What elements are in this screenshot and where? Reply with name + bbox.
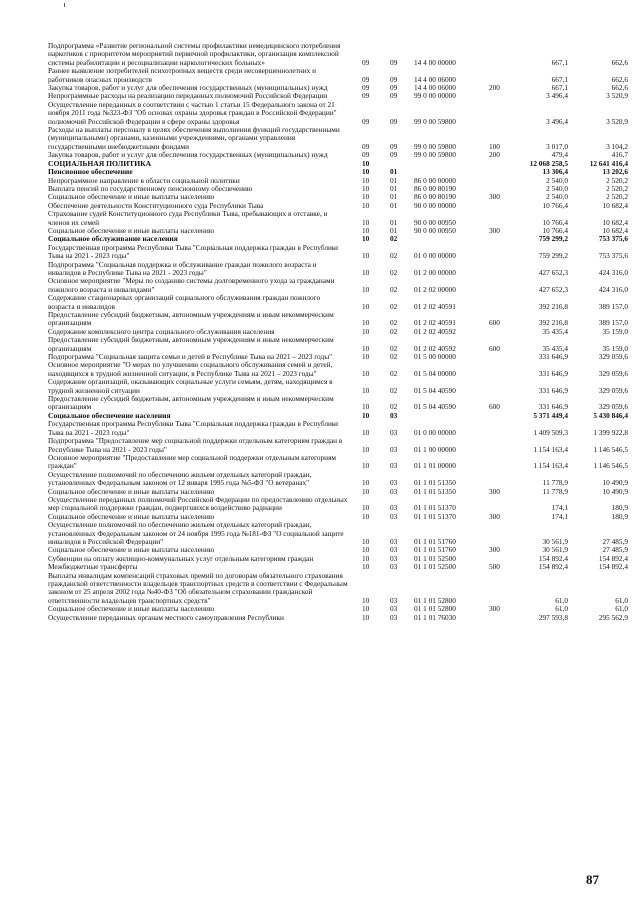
amount-year-2: 2 520,2 [606,183,628,193]
target-article-code: 01 1 01 52500 [414,562,456,572]
expense-item-name: Предоставление субсидий бюджетным, автономным учреждениям и иным некоммерческим организациям [48,335,334,353]
section-code: 10 [362,562,370,572]
expense-type-code: 300 [489,545,500,555]
amount-year-2: 3 520,9 [606,116,628,126]
amount-year-2: 1 146 546,5 [593,461,628,471]
subsection-code: 02 [390,385,398,395]
target-article-code: 90 0 00 00950 [414,217,456,227]
section-code: 10 [362,217,370,227]
target-article-code: 01 1 01 51760 [414,536,456,546]
amount-year-1: 5 371 449,4 [533,410,568,420]
section-code: 10 [362,318,370,328]
subsection-code: 02 [390,326,398,336]
amount-year-2: 10 490,9 [602,486,628,496]
expense-item-name: Содержание стационарных организаций социального обслуживания граждан пожилого возраста и инвалидов [48,293,321,311]
expense-item-name: Расходы на выплаты персоналу в целях обеспечения выполнения функций государственными (муниципальными) органами, казенными учреждениями, органами управления государственными внебюджетными фондами [48,125,340,151]
amount-year-1: 30 561,9 [542,536,568,546]
expense-item-name: Содержание организаций, оказывающих социальные услуги семьям, детям, находящимся в трудной жизненной ситуации [48,377,333,395]
expense-item-name: Социальное обеспечение и иные выплаты населению [48,545,215,555]
subsection-code: 03 [390,486,398,496]
section-code: 10 [362,545,370,555]
section-code: 10 [362,183,370,193]
amount-year-2: 424 316,0 [598,267,628,277]
amount-year-1: 667,1 [551,57,568,67]
amount-year-1: 154 892,4 [538,562,568,572]
table-row [48,360,628,378]
target-article-code: 01 2 00 00000 [414,267,456,277]
amount-year-2: 662,6 [611,57,628,67]
table-row [48,276,628,294]
amount-year-2: 61,0 [615,595,628,605]
amount-year-1: 35 435,4 [542,326,568,336]
expense-item-name: Выплата пенсий по государственному пенсионному обеспечению [48,183,253,193]
amount-year-1: 331 646,9 [538,385,568,395]
target-article-code: 86 0 00 00000 [414,175,456,185]
amount-year-2: 753 375,6 [598,234,628,244]
target-article-code: 86 0 00 80190 [414,183,456,193]
amount-year-1: 10 766,4 [542,200,568,210]
subsection-code: 09 [390,91,398,101]
amount-year-2: 389 157,0 [598,301,628,311]
section-code: 10 [362,234,370,244]
target-article-code: 01 1 01 51370 [414,503,456,513]
section-code: 10 [362,167,370,177]
expense-item-name: Содержание комплексного центра социального обслуживания населения [48,326,275,336]
amount-year-2: 329 059,6 [598,368,628,378]
amount-year-2: 2 520,2 [606,192,628,202]
expense-type-code: 300 [489,604,500,614]
subsection-code: 02 [390,368,398,378]
amount-year-1: 392 216,8 [538,301,568,311]
amount-year-1: 759 299,2 [538,234,568,244]
section-code: 10 [362,444,370,454]
amount-year-2: 329 059,6 [598,385,628,395]
table-row [48,293,628,311]
target-article-code: 01 2 02 00000 [414,284,456,294]
amount-year-1: 12 068 258,5 [529,158,568,168]
expense-item-name: Социальное обеспечение и иные выплаты населению [48,486,215,496]
amount-year-2: 416,7 [611,150,628,160]
amount-year-1: 297 593,8 [538,612,568,622]
subsection-code: 03 [390,612,398,622]
expense-type-code: 100 [489,141,500,151]
expense-item-name: Социальное обеспечение и иные выплаты населению [48,604,215,614]
amount-year-1: 1 154 163,4 [533,461,568,471]
amount-year-1: 759 299,2 [538,251,568,261]
expense-item-name: Подпрограмма "Социальная поддержка и обслуживание граждан пожилого возраста и инвалидов в Республике Тыва на 2021 - 2023 годы" [48,259,317,277]
amount-year-2: 180,9 [611,511,628,521]
section-code: 09 [362,91,370,101]
amount-year-2: 2 520,2 [606,175,628,185]
subsection-code: 03 [390,461,398,471]
table-row [48,452,628,471]
expense-item-name: Социальное обеспечение и иные выплаты населению [48,511,215,521]
expense-type-code: 300 [489,192,500,202]
section-code: 10 [362,402,370,412]
amount-year-1: 174,1 [551,511,568,521]
amount-year-1: 331 646,9 [538,368,568,378]
subsection-code: 02 [390,267,398,277]
section-code: 09 [362,150,370,160]
expense-item-name: СОЦИАЛЬНАЯ ПОЛИТИКА [48,158,152,168]
expense-item-name: Подпрограмма "Социальная защита семьи и детей в Республике Тыва на 2021 – 2023 годы" [48,352,333,362]
amount-year-2: 10 682,4 [602,200,628,210]
subsection-code: 01 [390,175,398,185]
expense-item-name: Субвенции на оплату жилищно-коммунальных услуг отдельным категориям граждан [48,553,314,563]
amount-year-1: 392 216,8 [538,318,568,328]
section-code: 10 [362,461,370,471]
section-code: 09 [362,141,370,151]
section-code: 10 [362,612,370,622]
amount-year-2: 5 430 846,4 [593,410,628,420]
subsection-code: 03 [390,410,398,420]
target-article-code: 01 2 02 40592 [414,343,456,353]
amount-year-1: 174,1 [551,503,568,513]
expense-type-code: 300 [489,225,500,235]
expense-item-name: Социальное обслуживание населения [48,234,178,244]
expense-item-name: Подпрограмма "Предоставление мер социальной поддержки отдельным категориям граждан в Республике Тыва на 2021 - 2023 годы" [48,436,343,454]
expense-item-name: Основное мероприятие "О мерах по улучшению социального обслуживания семей и детей, находящихся в трудной жизненной ситуации, в Республике Тыва на 2021 – 2023 годы" [48,360,333,378]
expense-item-name: Государственная программа Республики Тыва "Социальная поддержка граждан в Республике Тыва на 2021 - 2023 годы" [48,419,339,437]
expense-type-code: 600 [489,402,500,412]
subsection-code: 01 [390,225,398,235]
subsection-code: 09 [390,150,398,160]
amount-year-1: 2 540,0 [546,192,568,202]
subsection-code: 03 [390,536,398,546]
target-article-code: 90 0 00 00950 [414,225,456,235]
section-code: 10 [362,385,370,395]
subsection-code: 01 [390,217,398,227]
amount-year-2: 753 375,6 [598,251,628,261]
section-code: 10 [362,192,370,202]
amount-year-1: 2 540,0 [546,183,568,193]
section-code: 10 [362,427,370,437]
expense-item-name: Предоставление субсидий бюджетным, автономным учреждениям и иным некоммерческим организациям [48,394,334,412]
target-article-code: 01 2 02 40591 [414,301,456,311]
target-article-code: 01 1 00 00000 [414,444,456,454]
subsection-code: 02 [390,318,398,328]
amount-year-2: 10 490,9 [602,478,628,488]
amount-year-1: 154 892,4 [538,553,568,563]
section-code: 10 [362,352,370,362]
subsection-code: 02 [390,251,398,261]
amount-year-1: 13 306,4 [542,167,568,177]
amount-year-2: 295 562,9 [598,612,628,622]
amount-year-1: 667,1 [551,83,568,93]
amount-year-1: 1 409 509,3 [533,427,568,437]
subsection-code: 02 [390,234,398,244]
section-code: 09 [362,83,370,93]
target-article-code: 90 0 00 00000 [414,200,456,210]
table-row [48,394,628,412]
section-code: 10 [362,503,370,513]
amount-year-1: 11 778,9 [542,486,568,496]
amount-year-2: 10 682,4 [602,217,628,227]
section-code: 09 [362,74,370,84]
table-row [48,494,628,513]
target-article-code: 99 0 00 59800 [414,141,456,151]
subsection-code: 03 [390,562,398,572]
expense-item-name: Раннее выявление потребителей психотропных веществ среди несовершеннолетних и работников опасных производств [48,66,317,84]
section-code: 10 [362,486,370,496]
scan-mark [64,3,65,7]
table-row [48,377,628,395]
expense-item-name: Социальное обеспечение и иные выплаты населению [48,225,215,235]
subsection-code: 03 [390,604,398,614]
amount-year-1: 427 652,3 [538,284,568,294]
subsection-code: 01 [390,200,398,210]
amount-year-2: 389 157,0 [598,318,628,328]
expense-item-name: Закупка товаров, работ и услуг для обеспечения государственных (муниципальных) нужд [48,83,328,93]
target-article-code: 01 5 04 40590 [414,385,456,395]
amount-year-2: 1 399 922,8 [593,427,628,437]
amount-year-2: 180,9 [611,503,628,513]
target-article-code: 01 2 02 40591 [414,318,456,328]
expense-item-name: Социальное обеспечение населения [48,410,171,420]
target-article-code: 01 5 04 00000 [414,368,456,378]
table-row [48,570,628,606]
section-code: 10 [362,158,370,168]
subsection-code: 03 [390,444,398,454]
amount-year-2: 154 892,4 [598,562,628,572]
amount-year-1: 331 646,9 [538,402,568,412]
expense-type-code: 500 [489,562,500,572]
section-code: 10 [362,284,370,294]
section-code: 10 [362,267,370,277]
amount-year-2: 27 485,9 [602,536,628,546]
target-article-code: 01 1 01 76030 [414,612,456,622]
amount-year-1: 3 496,4 [546,116,568,126]
table-row [48,612,628,622]
table-row [48,259,628,278]
section-code: 10 [362,225,370,235]
amount-year-2: 35 159,0 [602,343,628,353]
subsection-code: 09 [390,116,398,126]
section-code: 10 [362,410,370,420]
target-article-code: 01 5 04 40590 [414,402,456,412]
expense-item-name: Непрограммные расходы на реализацию переданных полномочий Российской Федерации [48,91,328,101]
section-code: 10 [362,301,370,311]
target-article-code: 01 1 01 52800 [414,604,456,614]
target-article-code: 99 0 00 59800 [414,116,456,126]
target-article-code: 01 1 01 51350 [414,478,456,488]
section-code: 10 [362,175,370,185]
expense-item-name: Осуществление полномочий по обеспечению жильем отдельных категорий граждан, установленных Федеральным законом от 12 января 1995 года №5-ФЗ "О ветеранах" [48,469,312,488]
section-code: 10 [362,595,370,605]
table-row [48,310,628,328]
subsection-code: 03 [390,503,398,513]
table-row [48,469,628,488]
table-row [48,99,628,126]
section-code: 10 [362,478,370,488]
expense-item-name: Закупка товаров, работ и услуг для обеспечения государственных (муниципальных) нужд [48,150,328,160]
subsection-code: 02 [390,284,398,294]
target-article-code: 01 5 00 00000 [414,352,456,362]
table-row [48,335,628,353]
table-row [48,520,628,546]
amount-year-2: 1 146 546,5 [593,444,628,454]
section-code: 10 [362,326,370,336]
subsection-code: 03 [390,545,398,555]
target-article-code: 14 4 00 00000 [414,57,456,67]
subsection-code: 03 [390,427,398,437]
target-article-code: 01 0 00 00000 [414,251,456,261]
amount-year-2: 329 059,6 [598,402,628,412]
expense-type-code: 600 [489,343,500,353]
page-number: 87 [586,872,599,887]
section-code: 10 [362,604,370,614]
table-row [48,41,628,67]
target-article-code: 14 4 00 06000 [414,83,456,93]
subsection-code: 01 [390,167,398,177]
expense-item-name: Государственная программа Республики Тыва "Социальная поддержка граждан в Республике Тыва на 2021 - 2023 годы" [48,242,339,261]
amount-year-2: 662,6 [611,83,628,93]
table-row [48,125,628,151]
subsection-code: 03 [390,511,398,521]
expense-item-name: Основное мероприятие "Предоставление мер социальной поддержки отдельным категориям граждан" [48,452,337,471]
target-article-code: 99 0 00 00000 [414,91,456,101]
subsection-code: 09 [390,141,398,151]
expense-item-name: Предоставление субсидий бюджетным, автономным учреждениям и иным некоммерческим организациям [48,310,334,328]
section-code: 09 [362,116,370,126]
expense-item-name: Пенсионное обеспечение [48,167,133,177]
target-article-code: 01 1 01 51370 [414,511,456,521]
expense-type-code: 200 [489,150,500,160]
expense-item-name: Обеспечение деятельности Конституционного суда Республики Тыва [48,200,264,210]
expense-item-name: Выплаты инвалидам компенсаций страховых премий по договорам обязательного страхования гражданской ответственности владельцев транспортных средств в соответствии с Федеральным законом от 25 апреля 2002 года №40-ФЗ "Об обязательном страховании гражданской ответственности владельцев транспортных средств" [48,570,348,605]
expense-item-name: Социальное обеспечение и иные выплаты населению [48,192,215,202]
subsection-code: 03 [390,478,398,488]
target-article-code: 86 0 00 80190 [414,192,456,202]
subsection-code: 03 [390,553,398,563]
amount-year-2: 329 059,6 [598,352,628,362]
target-article-code: 01 1 01 51760 [414,545,456,555]
target-article-code: 14 4 00 06000 [414,74,456,84]
amount-year-2: 662,6 [611,74,628,84]
section-code: 09 [362,57,370,67]
subsection-code: 03 [390,595,398,605]
amount-year-1: 1 154 163,4 [533,444,568,454]
subsection-code: 02 [390,301,398,311]
amount-year-1: 479,4 [551,150,568,160]
table-row [48,209,628,227]
table-row [48,242,628,261]
section-code: 10 [362,200,370,210]
table-row [48,436,628,454]
budget-table [48,41,628,622]
target-article-code: 01 2 02 40592 [414,326,456,336]
target-article-code: 01 1 01 52800 [414,595,456,605]
amount-year-1: 61,0 [555,595,568,605]
amount-year-1: 3 496,4 [546,91,568,101]
amount-year-2: 12 641 416,4 [589,158,628,168]
section-code: 10 [362,368,370,378]
amount-year-1: 2 540,0 [546,175,568,185]
expense-item-name: Межбюджетные трансферты [48,562,138,572]
expense-item-name: Основное мероприятие "Меры по созданию системы долговременного ухода за гражданами пожилого возраста и инвалидами" [48,276,335,294]
subsection-code: 02 [390,352,398,362]
expense-item-name: Осуществление переданных полномочий Российской Федерации по предоставлению отдельных мер социальной поддержки граждан, подвергшихся воздействию радиации [48,494,348,513]
amount-year-2: 61,0 [615,604,628,614]
table-row [48,66,628,84]
section-code: 10 [362,511,370,521]
expense-item-name: Страхование судей Конституционного суда Республики Тыва, пребывающих в отставке, и членов их семей [48,209,328,227]
subsection-code: 09 [390,74,398,84]
expense-type-code: 300 [489,511,500,521]
section-code: 10 [362,536,370,546]
subsection-code: 02 [390,343,398,353]
expense-type-code: 300 [489,486,500,496]
expense-item-name: Непрограммное направление в области социальной политики [48,175,240,185]
amount-year-2: 154 892,4 [598,553,628,563]
target-article-code: 01 1 01 51350 [414,486,456,496]
amount-year-1: 10 766,4 [542,217,568,227]
section-code: 10 [362,251,370,261]
amount-year-1: 667,1 [551,74,568,84]
expense-item-name: Подпрограмма «Развитие региональной системы профилактики немедицинского потребления наркотиков с приоритетом мероприятий первичной профилактики, организация комплексной системы реабилитации и ресоциализации наркологических больных» [48,41,341,67]
target-article-code: 01 1 01 00000 [414,461,456,471]
subsection-code: 02 [390,402,398,412]
amount-year-1: 30 561,9 [542,545,568,555]
target-article-code: 01 0 00 00000 [414,427,456,437]
expense-type-code: 200 [489,83,500,93]
amount-year-2: 10 682,4 [602,225,628,235]
amount-year-2: 35 159,0 [602,326,628,336]
expense-item-name: Осуществление переданных органам местного самоуправления Республики [48,612,284,622]
amount-year-1: 61,0 [555,604,568,614]
amount-year-1: 35 435,4 [542,343,568,353]
amount-year-1: 427 652,3 [538,267,568,277]
amount-year-2: 27 485,9 [602,545,628,555]
target-article-code: 01 1 01 52500 [414,553,456,563]
amount-year-2: 13 202,6 [602,167,628,177]
expense-item-name: Осуществление полномочий по обеспечению жильем отдельных категорий граждан, установленных Федеральным законом от 24 ноября 1995 года №181-ФЗ "О социальной защите инвалидов в Российской Федерации" [48,520,344,546]
section-code: 10 [362,343,370,353]
amount-year-1: 331 646,9 [538,352,568,362]
target-article-code: 99 0 00 59800 [414,150,456,160]
amount-year-1: 10 766,4 [542,225,568,235]
amount-year-1: 11 778,9 [542,478,568,488]
amount-year-1: 3 017,0 [546,141,568,151]
expense-type-code: 600 [489,318,500,328]
amount-year-2: 3 520,9 [606,91,628,101]
section-code: 10 [362,553,370,563]
subsection-code: 09 [390,57,398,67]
amount-year-2: 424 316,0 [598,284,628,294]
subsection-code: 01 [390,192,398,202]
subsection-code: 01 [390,183,398,193]
expense-item-name: Осуществление переданных в соответствии с частью 1 статьи 15 Федерального закона от 21 ноября 2011 года №323-ФЗ "Об основах охраны здоровья граждан в Российской Федерации" полномочий Российской Федерации в сфере охраны здоровья [48,99,337,126]
subsection-code: 09 [390,83,398,93]
table-row [48,419,628,437]
amount-year-2: 3 104,2 [606,141,628,151]
